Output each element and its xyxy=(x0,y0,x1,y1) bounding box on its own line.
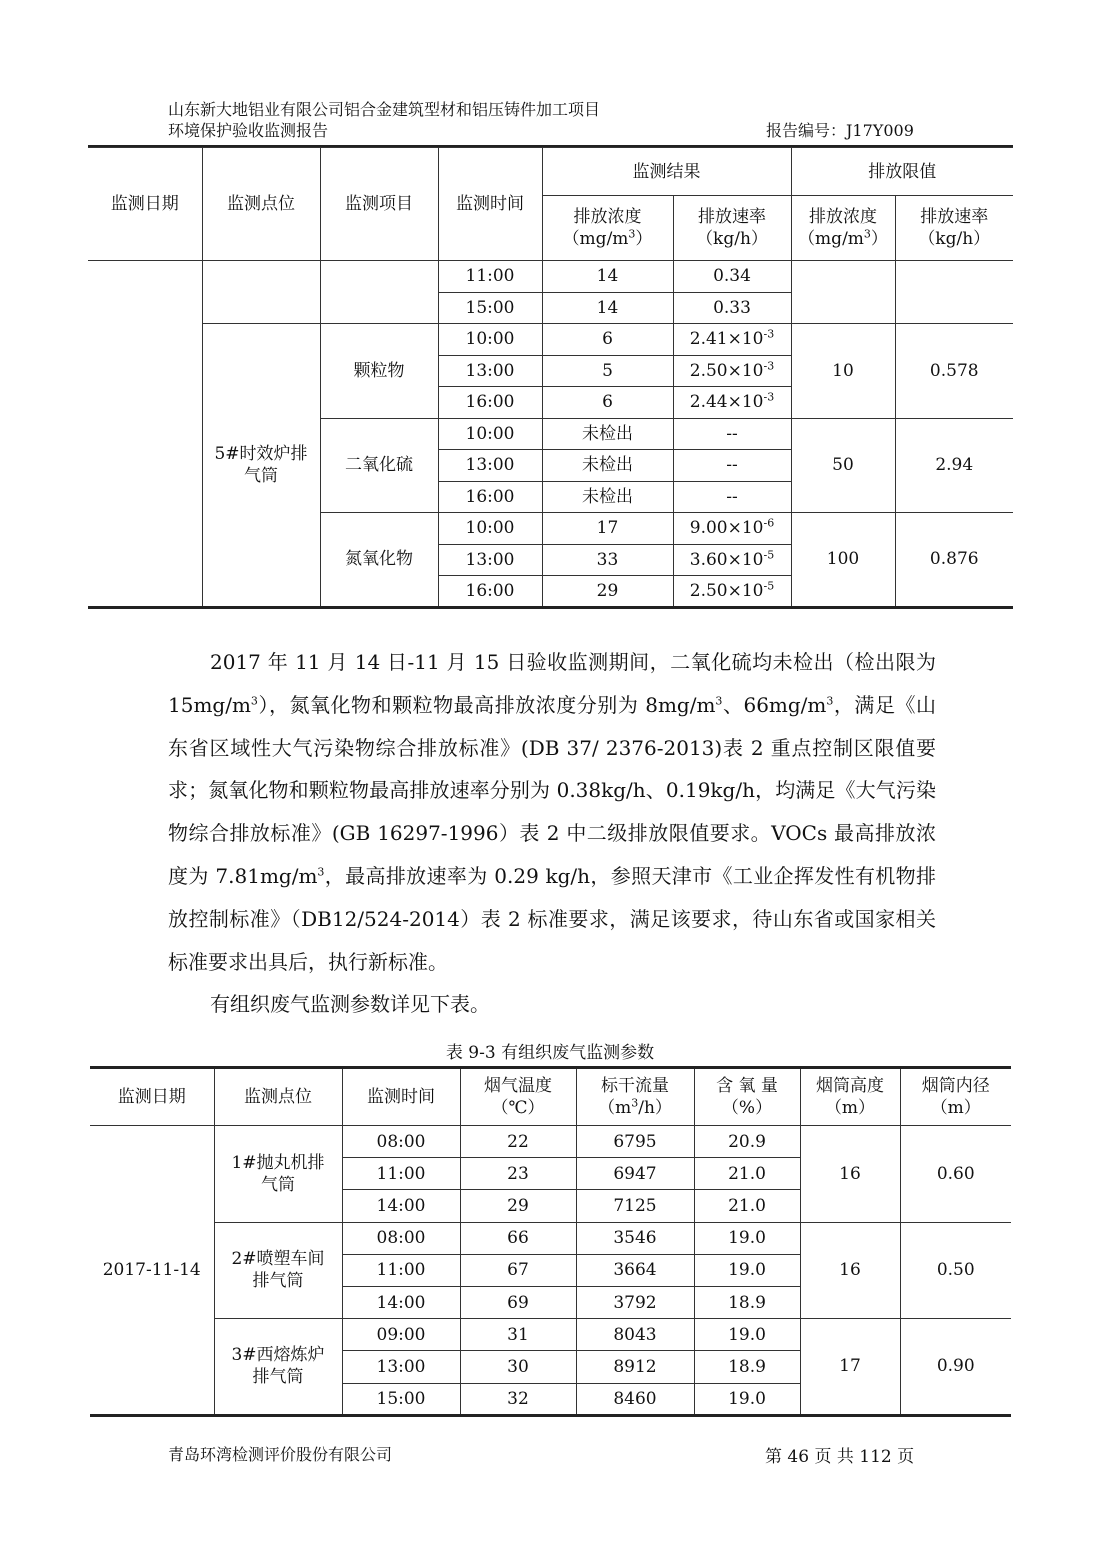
time-cell: 16:00 xyxy=(438,481,542,513)
limit-conc-cell xyxy=(791,261,895,324)
th-limit: 排放限值 xyxy=(791,148,1013,196)
height-cell: 16 xyxy=(800,1126,900,1223)
table-row xyxy=(90,1319,1011,1351)
rate-cell: $2.50\times 10^{-5}$ xyxy=(673,576,791,608)
time-cell: 14:00 xyxy=(342,1190,460,1222)
limit-conc-cell: 100 xyxy=(791,513,895,608)
time-cell: 11:00 xyxy=(438,261,542,293)
conc-cell: 17 xyxy=(542,513,673,545)
point-cell xyxy=(202,261,320,324)
table-row xyxy=(90,1222,1011,1254)
date-cell xyxy=(88,261,202,608)
flow-cell: 3664 xyxy=(576,1254,694,1286)
item-cell: 二氧化硫 xyxy=(320,418,438,513)
item-cell: 氮氧化物 xyxy=(320,513,438,608)
limit-conc-cell: 10 xyxy=(791,324,895,419)
conc-cell: 5 xyxy=(542,355,673,387)
time-cell: 13:00 xyxy=(438,544,542,576)
oxygen-cell: 21.0 xyxy=(694,1190,800,1222)
th-oxygen: 含 氧 量 （%） xyxy=(694,1068,800,1126)
flow-cell: 8460 xyxy=(576,1383,694,1415)
rate-cell: $2.41\times 10^{-3}$ xyxy=(673,324,791,356)
th-height: 烟筒高度 （m） xyxy=(800,1068,900,1126)
point-cell: 1#抛丸机排 气筒 xyxy=(214,1126,342,1223)
diameter-cell: 0.90 xyxy=(900,1319,1011,1416)
temp-cell: 22 xyxy=(460,1126,576,1158)
conc-cell: 14 xyxy=(542,261,673,293)
gas-parameters-table xyxy=(90,1066,1011,1417)
time-cell: 13:00 xyxy=(342,1351,460,1383)
time-cell: 15:00 xyxy=(438,292,542,324)
rate-cell: -- xyxy=(673,450,791,482)
table-row xyxy=(88,261,1013,293)
th-diameter: 烟筒内径 （m） xyxy=(900,1068,1011,1126)
intro-sentence: 有组织废气监测参数详见下表。 xyxy=(210,992,490,1017)
oxygen-cell: 19.0 xyxy=(694,1222,800,1254)
oxygen-cell: 19.0 xyxy=(694,1383,800,1415)
conc-cell: 14 xyxy=(542,292,673,324)
flow-cell: 8043 xyxy=(576,1319,694,1351)
point-cell: 5#时效炉排 气筒 xyxy=(202,324,320,608)
th-limit-conc: 排放浓度 $(mg/m^3)$ xyxy=(791,196,895,261)
temp-cell: 30 xyxy=(460,1351,576,1383)
th-time: 监测时间 xyxy=(342,1068,460,1126)
flow-cell: 7125 xyxy=(576,1190,694,1222)
th-flow: 标干流量 $(m^3/h)$ xyxy=(576,1068,694,1126)
temp-cell: 32 xyxy=(460,1383,576,1415)
time-cell: 11:00 xyxy=(342,1158,460,1190)
temp-cell: 23 xyxy=(460,1158,576,1190)
conc-cell: 33 xyxy=(542,544,673,576)
date-cell: 2017-11-14 xyxy=(90,1126,214,1416)
footer-page-number: 第 46 页 共 112 页 xyxy=(765,1447,915,1467)
conc-cell: 6 xyxy=(542,324,673,356)
conc-cell: 未检出 xyxy=(542,450,673,482)
th-conc: 排放浓度 $(mg/m^3)$ xyxy=(542,196,673,261)
table-caption: 表 9-3 有组织废气监测参数 xyxy=(445,1043,655,1063)
body-paragraph: 2017 年 11 月 14 日-11 月 15 日验收监测期间，二氧化硫均未检出（检出限为 $15mg/m^3$），氮氧化物和颗粒物最高排放浓度分别为 $8mg/m^3$、$66mg/m^3$，满足《山东省区域性大气污染物综合排放标准》(DB 37/ 2376-2013)表 2 重点控制区限值要求；氮氧化物和颗粒物最高排放速率分别为 0.38kg/h、0.19kg/h，均满足《大气污染物综合排放标准》(GB 16297-1996）表 2 中二级排放限值要求。VOCs 最高排放浓度为 $7.81mg/m^3$，最高排放速率为 0.29 kg/h，参照天津市《工业企挥发性有机物排放控制标准》（DB12/524-2014）表 2 标准要求，满足该要求，待山东省或国家相关标准要求出具后，执行新标准。 有组织废气监测参数详见下表。 xyxy=(168,641,936,1026)
time-cell: 08:00 xyxy=(342,1222,460,1254)
table-row xyxy=(88,324,1013,356)
th-temp: 烟气温度 （℃） xyxy=(460,1068,576,1126)
rate-cell: $3.60\times 10^{-5}$ xyxy=(673,544,791,576)
th-time: 监测时间 xyxy=(438,148,542,261)
limit-conc-cell: 50 xyxy=(791,418,895,513)
limit-rate-cell: 0.876 xyxy=(895,513,1013,608)
limit-rate-cell: 2.94 xyxy=(895,418,1013,513)
diameter-cell: 0.50 xyxy=(900,1222,1011,1319)
rate-cell: 0.34 xyxy=(673,261,791,293)
flow-cell: 3546 xyxy=(576,1222,694,1254)
point-cell: 2#喷塑车间 排气筒 xyxy=(214,1222,342,1319)
rate-cell: 0.33 xyxy=(673,292,791,324)
th-point: 监测点位 xyxy=(214,1068,342,1126)
rate-cell: -- xyxy=(673,418,791,450)
conc-cell: 6 xyxy=(542,387,673,419)
time-cell: 14:00 xyxy=(342,1286,460,1318)
th-date: 监测日期 xyxy=(88,148,202,261)
rate-cell: -- xyxy=(673,481,791,513)
time-cell: 16:00 xyxy=(438,576,542,608)
time-cell: 13:00 xyxy=(438,355,542,387)
th-item: 监测项目 xyxy=(320,148,438,261)
oxygen-cell: 20.9 xyxy=(694,1126,800,1158)
th-rate: 排放速率 （kg/h） xyxy=(673,196,791,261)
th-date: 监测日期 xyxy=(90,1068,214,1126)
flow-cell: 6947 xyxy=(576,1158,694,1190)
point-cell: 3#西熔炼炉 排气筒 xyxy=(214,1319,342,1416)
item-cell: 颗粒物 xyxy=(320,324,438,419)
flow-cell: 8912 xyxy=(576,1351,694,1383)
time-cell: 11:00 xyxy=(342,1254,460,1286)
th-limit-rate: 排放速率 （kg/h） xyxy=(895,196,1013,261)
time-cell: 16:00 xyxy=(438,387,542,419)
conc-cell: 29 xyxy=(542,576,673,608)
time-cell: 10:00 xyxy=(438,418,542,450)
header-title: 山东新大地铝业有限公司铝合金建筑型材和铝压铸件加工项目 xyxy=(168,100,601,119)
limit-rate-cell xyxy=(895,261,1013,324)
th-point: 监测点位 xyxy=(202,148,320,261)
table-row xyxy=(90,1126,1011,1158)
height-cell: 16 xyxy=(800,1222,900,1319)
time-cell: 10:00 xyxy=(438,324,542,356)
conc-cell: 未检出 xyxy=(542,418,673,450)
report-number: 报告编号：J17Y009 xyxy=(766,121,914,140)
time-cell: 08:00 xyxy=(342,1126,460,1158)
oxygen-cell: 18.9 xyxy=(694,1351,800,1383)
diameter-cell: 0.60 xyxy=(900,1126,1011,1223)
temp-cell: 69 xyxy=(460,1286,576,1318)
temp-cell: 29 xyxy=(460,1190,576,1222)
oxygen-cell: 19.0 xyxy=(694,1319,800,1351)
rate-cell: $2.50\times 10^{-3}$ xyxy=(673,355,791,387)
height-cell: 17 xyxy=(800,1319,900,1416)
oxygen-cell: 18.9 xyxy=(694,1286,800,1318)
oxygen-cell: 19.0 xyxy=(694,1254,800,1286)
footer-company: 青岛环湾检测评价股份有限公司 xyxy=(168,1445,393,1464)
item-cell xyxy=(320,261,438,324)
header-subtitle: 环境保护验收监测报告 xyxy=(168,121,329,140)
temp-cell: 67 xyxy=(460,1254,576,1286)
time-cell: 15:00 xyxy=(342,1383,460,1415)
oxygen-cell: 21.0 xyxy=(694,1158,800,1190)
time-cell: 10:00 xyxy=(438,513,542,545)
flow-cell: 3792 xyxy=(576,1286,694,1318)
th-result: 监测结果 xyxy=(542,148,791,196)
conc-cell: 未检出 xyxy=(542,481,673,513)
time-cell: 09:00 xyxy=(342,1319,460,1351)
temp-cell: 31 xyxy=(460,1319,576,1351)
flow-cell: 6795 xyxy=(576,1126,694,1158)
limit-rate-cell: 0.578 xyxy=(895,324,1013,419)
time-cell: 13:00 xyxy=(438,450,542,482)
temp-cell: 66 xyxy=(460,1222,576,1254)
rate-cell: $9.00\times 10^{-6}$ xyxy=(673,513,791,545)
rate-cell: $2.44\times 10^{-3}$ xyxy=(673,387,791,419)
emission-results-table xyxy=(88,147,1013,609)
